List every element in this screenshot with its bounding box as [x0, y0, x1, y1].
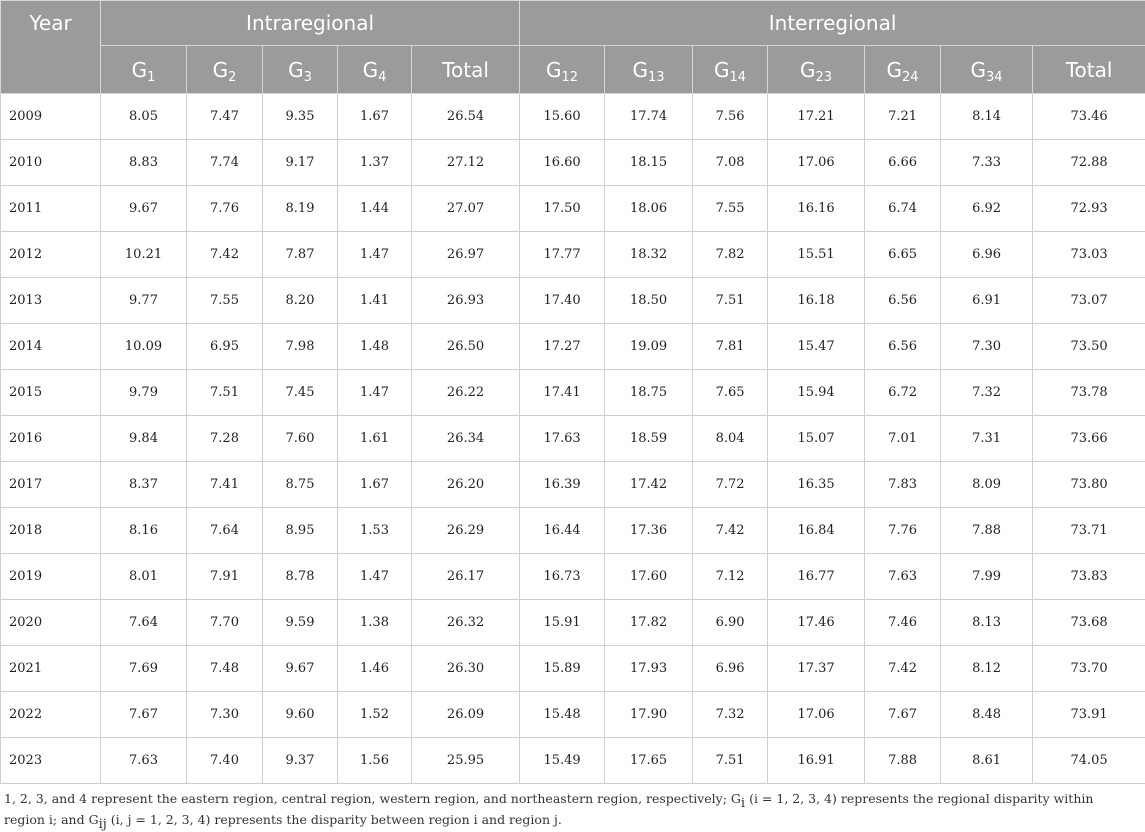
value-cell: 7.63 — [865, 554, 941, 600]
value-cell: 26.97 — [412, 232, 520, 278]
value-cell: 73.07 — [1033, 278, 1145, 324]
column-header-inter-g34: $G_{34}$ — [941, 46, 1033, 94]
value-cell: 6.65 — [865, 232, 941, 278]
value-cell: 10.21 — [101, 232, 187, 278]
year-cell: 2019 — [1, 554, 101, 600]
value-cell: 7.56 — [693, 94, 768, 140]
value-cell: 6.92 — [941, 186, 1033, 232]
year-cell: 2009 — [1, 94, 101, 140]
value-cell: 16.73 — [520, 554, 605, 600]
value-cell: 26.29 — [412, 508, 520, 554]
value-cell: 8.48 — [941, 692, 1033, 738]
table-row — [1, 370, 1145, 416]
value-cell: 17.21 — [768, 94, 865, 140]
value-cell: 8.61 — [941, 738, 1033, 784]
value-cell: 7.46 — [865, 600, 941, 646]
value-cell: 9.77 — [101, 278, 187, 324]
column-header-intra-g2: $G_2$ — [187, 46, 263, 94]
value-cell: 7.74 — [187, 140, 263, 186]
value-cell: 15.47 — [768, 324, 865, 370]
value-cell: 7.51 — [187, 370, 263, 416]
year-header: Year — [1, 1, 101, 94]
value-cell: 26.17 — [412, 554, 520, 600]
value-cell: 1.41 — [338, 278, 412, 324]
value-cell: 7.64 — [187, 508, 263, 554]
column-header-inter-total: Total — [1033, 46, 1145, 94]
value-cell: 73.66 — [1033, 416, 1145, 462]
value-cell: 16.18 — [768, 278, 865, 324]
value-cell: 7.32 — [941, 370, 1033, 416]
value-cell: 7.55 — [187, 278, 263, 324]
value-cell: 7.42 — [693, 508, 768, 554]
value-cell: 26.34 — [412, 416, 520, 462]
value-cell: 1.48 — [338, 324, 412, 370]
value-cell: 19.09 — [605, 324, 693, 370]
value-cell: 6.90 — [693, 600, 768, 646]
value-cell: 7.51 — [693, 738, 768, 784]
value-cell: 7.45 — [263, 370, 338, 416]
year-cell: 2013 — [1, 278, 101, 324]
table-row — [1, 738, 1145, 784]
value-cell: 18.59 — [605, 416, 693, 462]
value-cell: 7.01 — [865, 416, 941, 462]
column-header-intra-g4: $G_4$ — [338, 46, 412, 94]
table-row — [1, 462, 1145, 508]
value-cell: 8.83 — [101, 140, 187, 186]
value-cell: 8.75 — [263, 462, 338, 508]
value-cell: 17.65 — [605, 738, 693, 784]
value-cell: 16.35 — [768, 462, 865, 508]
value-cell: 18.15 — [605, 140, 693, 186]
value-cell: 1.38 — [338, 600, 412, 646]
value-cell: 17.63 — [520, 416, 605, 462]
year-cell: 2014 — [1, 324, 101, 370]
value-cell: 73.68 — [1033, 600, 1145, 646]
value-cell: 8.37 — [101, 462, 187, 508]
value-cell: 7.72 — [693, 462, 768, 508]
value-cell: 7.08 — [693, 140, 768, 186]
value-cell: 7.30 — [941, 324, 1033, 370]
value-cell: 1.67 — [338, 462, 412, 508]
table-row — [1, 324, 1145, 370]
value-cell: 6.96 — [693, 646, 768, 692]
value-cell: 26.50 — [412, 324, 520, 370]
value-cell: 1.47 — [338, 554, 412, 600]
year-cell: 2010 — [1, 140, 101, 186]
interregional-header: Interregional — [520, 1, 1145, 46]
value-cell: 17.36 — [605, 508, 693, 554]
value-cell: 17.37 — [768, 646, 865, 692]
value-cell: 73.71 — [1033, 508, 1145, 554]
value-cell: 17.82 — [605, 600, 693, 646]
value-cell: 7.67 — [865, 692, 941, 738]
value-cell: 7.81 — [693, 324, 768, 370]
value-cell: 15.94 — [768, 370, 865, 416]
value-cell: 9.60 — [263, 692, 338, 738]
value-cell: 73.91 — [1033, 692, 1145, 738]
value-cell: 17.90 — [605, 692, 693, 738]
value-cell: 73.46 — [1033, 94, 1145, 140]
value-cell: 1.47 — [338, 232, 412, 278]
value-cell: 7.91 — [187, 554, 263, 600]
value-cell: 1.44 — [338, 186, 412, 232]
value-cell: 73.70 — [1033, 646, 1145, 692]
value-cell: 72.88 — [1033, 140, 1145, 186]
value-cell: 1.61 — [338, 416, 412, 462]
value-cell: 8.95 — [263, 508, 338, 554]
value-cell: 6.56 — [865, 278, 941, 324]
value-cell: 7.30 — [187, 692, 263, 738]
value-cell: 7.12 — [693, 554, 768, 600]
value-cell: 7.42 — [865, 646, 941, 692]
value-cell: 8.05 — [101, 94, 187, 140]
value-cell: 26.09 — [412, 692, 520, 738]
value-cell: 17.93 — [605, 646, 693, 692]
value-cell: 1.56 — [338, 738, 412, 784]
value-cell: 9.67 — [101, 186, 187, 232]
value-cell: 15.91 — [520, 600, 605, 646]
value-cell: 27.07 — [412, 186, 520, 232]
value-cell: 74.05 — [1033, 738, 1145, 784]
value-cell: 27.12 — [412, 140, 520, 186]
value-cell: 16.77 — [768, 554, 865, 600]
value-cell: 15.51 — [768, 232, 865, 278]
value-cell: 18.32 — [605, 232, 693, 278]
value-cell: 7.41 — [187, 462, 263, 508]
value-cell: 7.88 — [865, 738, 941, 784]
value-cell: 7.99 — [941, 554, 1033, 600]
value-cell: 7.76 — [187, 186, 263, 232]
value-cell: 9.35 — [263, 94, 338, 140]
value-cell: 8.04 — [693, 416, 768, 462]
value-cell: 7.88 — [941, 508, 1033, 554]
year-cell: 2012 — [1, 232, 101, 278]
value-cell: 7.82 — [693, 232, 768, 278]
table-row — [1, 94, 1145, 140]
value-cell: 26.93 — [412, 278, 520, 324]
value-cell: 16.16 — [768, 186, 865, 232]
value-cell: 9.79 — [101, 370, 187, 416]
year-cell: 2015 — [1, 370, 101, 416]
value-cell: 17.41 — [520, 370, 605, 416]
value-cell: 17.27 — [520, 324, 605, 370]
table-row — [1, 692, 1145, 738]
value-cell: 7.42 — [187, 232, 263, 278]
value-cell: 6.66 — [865, 140, 941, 186]
value-cell: 9.59 — [263, 600, 338, 646]
value-cell: 6.72 — [865, 370, 941, 416]
value-cell: 73.03 — [1033, 232, 1145, 278]
value-cell: 8.78 — [263, 554, 338, 600]
value-cell: 15.89 — [520, 646, 605, 692]
value-cell: 7.60 — [263, 416, 338, 462]
value-cell: 7.63 — [101, 738, 187, 784]
value-cell: 1.46 — [338, 646, 412, 692]
intraregional-header: Intraregional — [101, 1, 520, 46]
value-cell: 9.37 — [263, 738, 338, 784]
column-header-inter-g12: $G_{12}$ — [520, 46, 605, 94]
value-cell: 26.32 — [412, 600, 520, 646]
value-cell: 8.14 — [941, 94, 1033, 140]
value-cell: 1.52 — [338, 692, 412, 738]
value-cell: 16.84 — [768, 508, 865, 554]
value-cell: 7.65 — [693, 370, 768, 416]
value-cell: 6.95 — [187, 324, 263, 370]
value-cell: 7.33 — [941, 140, 1033, 186]
value-cell: 7.98 — [263, 324, 338, 370]
column-header-intra-total: Total — [412, 46, 520, 94]
value-cell: 25.95 — [412, 738, 520, 784]
value-cell: 17.74 — [605, 94, 693, 140]
year-cell: 2018 — [1, 508, 101, 554]
value-cell: 26.54 — [412, 94, 520, 140]
value-cell: 17.42 — [605, 462, 693, 508]
table-row — [1, 416, 1145, 462]
year-cell: 2022 — [1, 692, 101, 738]
value-cell: 7.31 — [941, 416, 1033, 462]
value-cell: 7.55 — [693, 186, 768, 232]
table-row — [1, 186, 1145, 232]
table-row — [1, 232, 1145, 278]
value-cell: 7.87 — [263, 232, 338, 278]
value-cell: 7.83 — [865, 462, 941, 508]
value-cell: 16.39 — [520, 462, 605, 508]
value-cell: 8.09 — [941, 462, 1033, 508]
value-cell: 7.70 — [187, 600, 263, 646]
value-cell: 15.60 — [520, 94, 605, 140]
table-row — [1, 278, 1145, 324]
year-cell: 2023 — [1, 738, 101, 784]
value-cell: 8.12 — [941, 646, 1033, 692]
value-cell: 72.93 — [1033, 186, 1145, 232]
table-row — [1, 600, 1145, 646]
year-cell: 2021 — [1, 646, 101, 692]
value-cell: 9.67 — [263, 646, 338, 692]
value-cell: 7.28 — [187, 416, 263, 462]
value-cell: 1.53 — [338, 508, 412, 554]
value-cell: 1.67 — [338, 94, 412, 140]
table-row — [1, 646, 1145, 692]
year-cell: 2017 — [1, 462, 101, 508]
value-cell: 26.22 — [412, 370, 520, 416]
value-cell: 73.50 — [1033, 324, 1145, 370]
value-cell: 10.09 — [101, 324, 187, 370]
value-cell: 1.37 — [338, 140, 412, 186]
value-cell: 26.20 — [412, 462, 520, 508]
value-cell: 8.01 — [101, 554, 187, 600]
value-cell: 7.47 — [187, 94, 263, 140]
value-cell: 73.78 — [1033, 370, 1145, 416]
value-cell: 6.96 — [941, 232, 1033, 278]
value-cell: 1.47 — [338, 370, 412, 416]
value-cell: 17.77 — [520, 232, 605, 278]
column-header-inter-g13: $G_{13}$ — [605, 46, 693, 94]
value-cell: 9.17 — [263, 140, 338, 186]
value-cell: 16.44 — [520, 508, 605, 554]
value-cell: 17.46 — [768, 600, 865, 646]
column-header-inter-g24: $G_{24}$ — [865, 46, 941, 94]
value-cell: 9.84 — [101, 416, 187, 462]
column-header-inter-g23: $G_{23}$ — [768, 46, 865, 94]
value-cell: 7.67 — [101, 692, 187, 738]
value-cell: 18.75 — [605, 370, 693, 416]
value-cell: 73.80 — [1033, 462, 1145, 508]
value-cell: 15.49 — [520, 738, 605, 784]
value-cell: 7.48 — [187, 646, 263, 692]
value-cell: 8.20 — [263, 278, 338, 324]
value-cell: 17.40 — [520, 278, 605, 324]
value-cell: 7.40 — [187, 738, 263, 784]
year-cell: 2020 — [1, 600, 101, 646]
value-cell: 7.32 — [693, 692, 768, 738]
table-row — [1, 140, 1145, 186]
value-cell: 8.19 — [263, 186, 338, 232]
value-cell: 18.50 — [605, 278, 693, 324]
value-cell: 6.56 — [865, 324, 941, 370]
column-header-intra-g3: $G_3$ — [263, 46, 338, 94]
value-cell: 17.50 — [520, 186, 605, 232]
table-row — [1, 554, 1145, 600]
value-cell: 8.16 — [101, 508, 187, 554]
value-cell: 16.91 — [768, 738, 865, 784]
value-cell: 6.74 — [865, 186, 941, 232]
value-cell: 7.64 — [101, 600, 187, 646]
value-cell: 7.21 — [865, 94, 941, 140]
value-cell: 16.60 — [520, 140, 605, 186]
value-cell: 18.06 — [605, 186, 693, 232]
value-cell: 17.06 — [768, 692, 865, 738]
value-cell: 26.30 — [412, 646, 520, 692]
value-cell: 8.13 — [941, 600, 1033, 646]
value-cell: 15.48 — [520, 692, 605, 738]
value-cell: 7.51 — [693, 278, 768, 324]
value-cell: 17.60 — [605, 554, 693, 600]
column-header-inter-g14: $G_{14}$ — [693, 46, 768, 94]
table-row — [1, 508, 1145, 554]
value-cell: 15.07 — [768, 416, 865, 462]
value-cell: 17.06 — [768, 140, 865, 186]
value-cell: 7.76 — [865, 508, 941, 554]
value-cell: 7.69 — [101, 646, 187, 692]
value-cell: 6.91 — [941, 278, 1033, 324]
year-cell: 2011 — [1, 186, 101, 232]
year-cell: 2016 — [1, 416, 101, 462]
column-header-intra-g1: $G_1$ — [101, 46, 187, 94]
table-footnote: 1, 2, 3, and 4 represent the eastern region, central region, western region, and northeastern region, respectively; $G_i$ (i = 1, 2, 3, 4) represents the regional disparity within region i; and $G_{ij}$ (i, j = 1, 2, 3, 4) represents the disparity between region i and region j. — [0, 784, 1145, 830]
value-cell: 73.83 — [1033, 554, 1145, 600]
